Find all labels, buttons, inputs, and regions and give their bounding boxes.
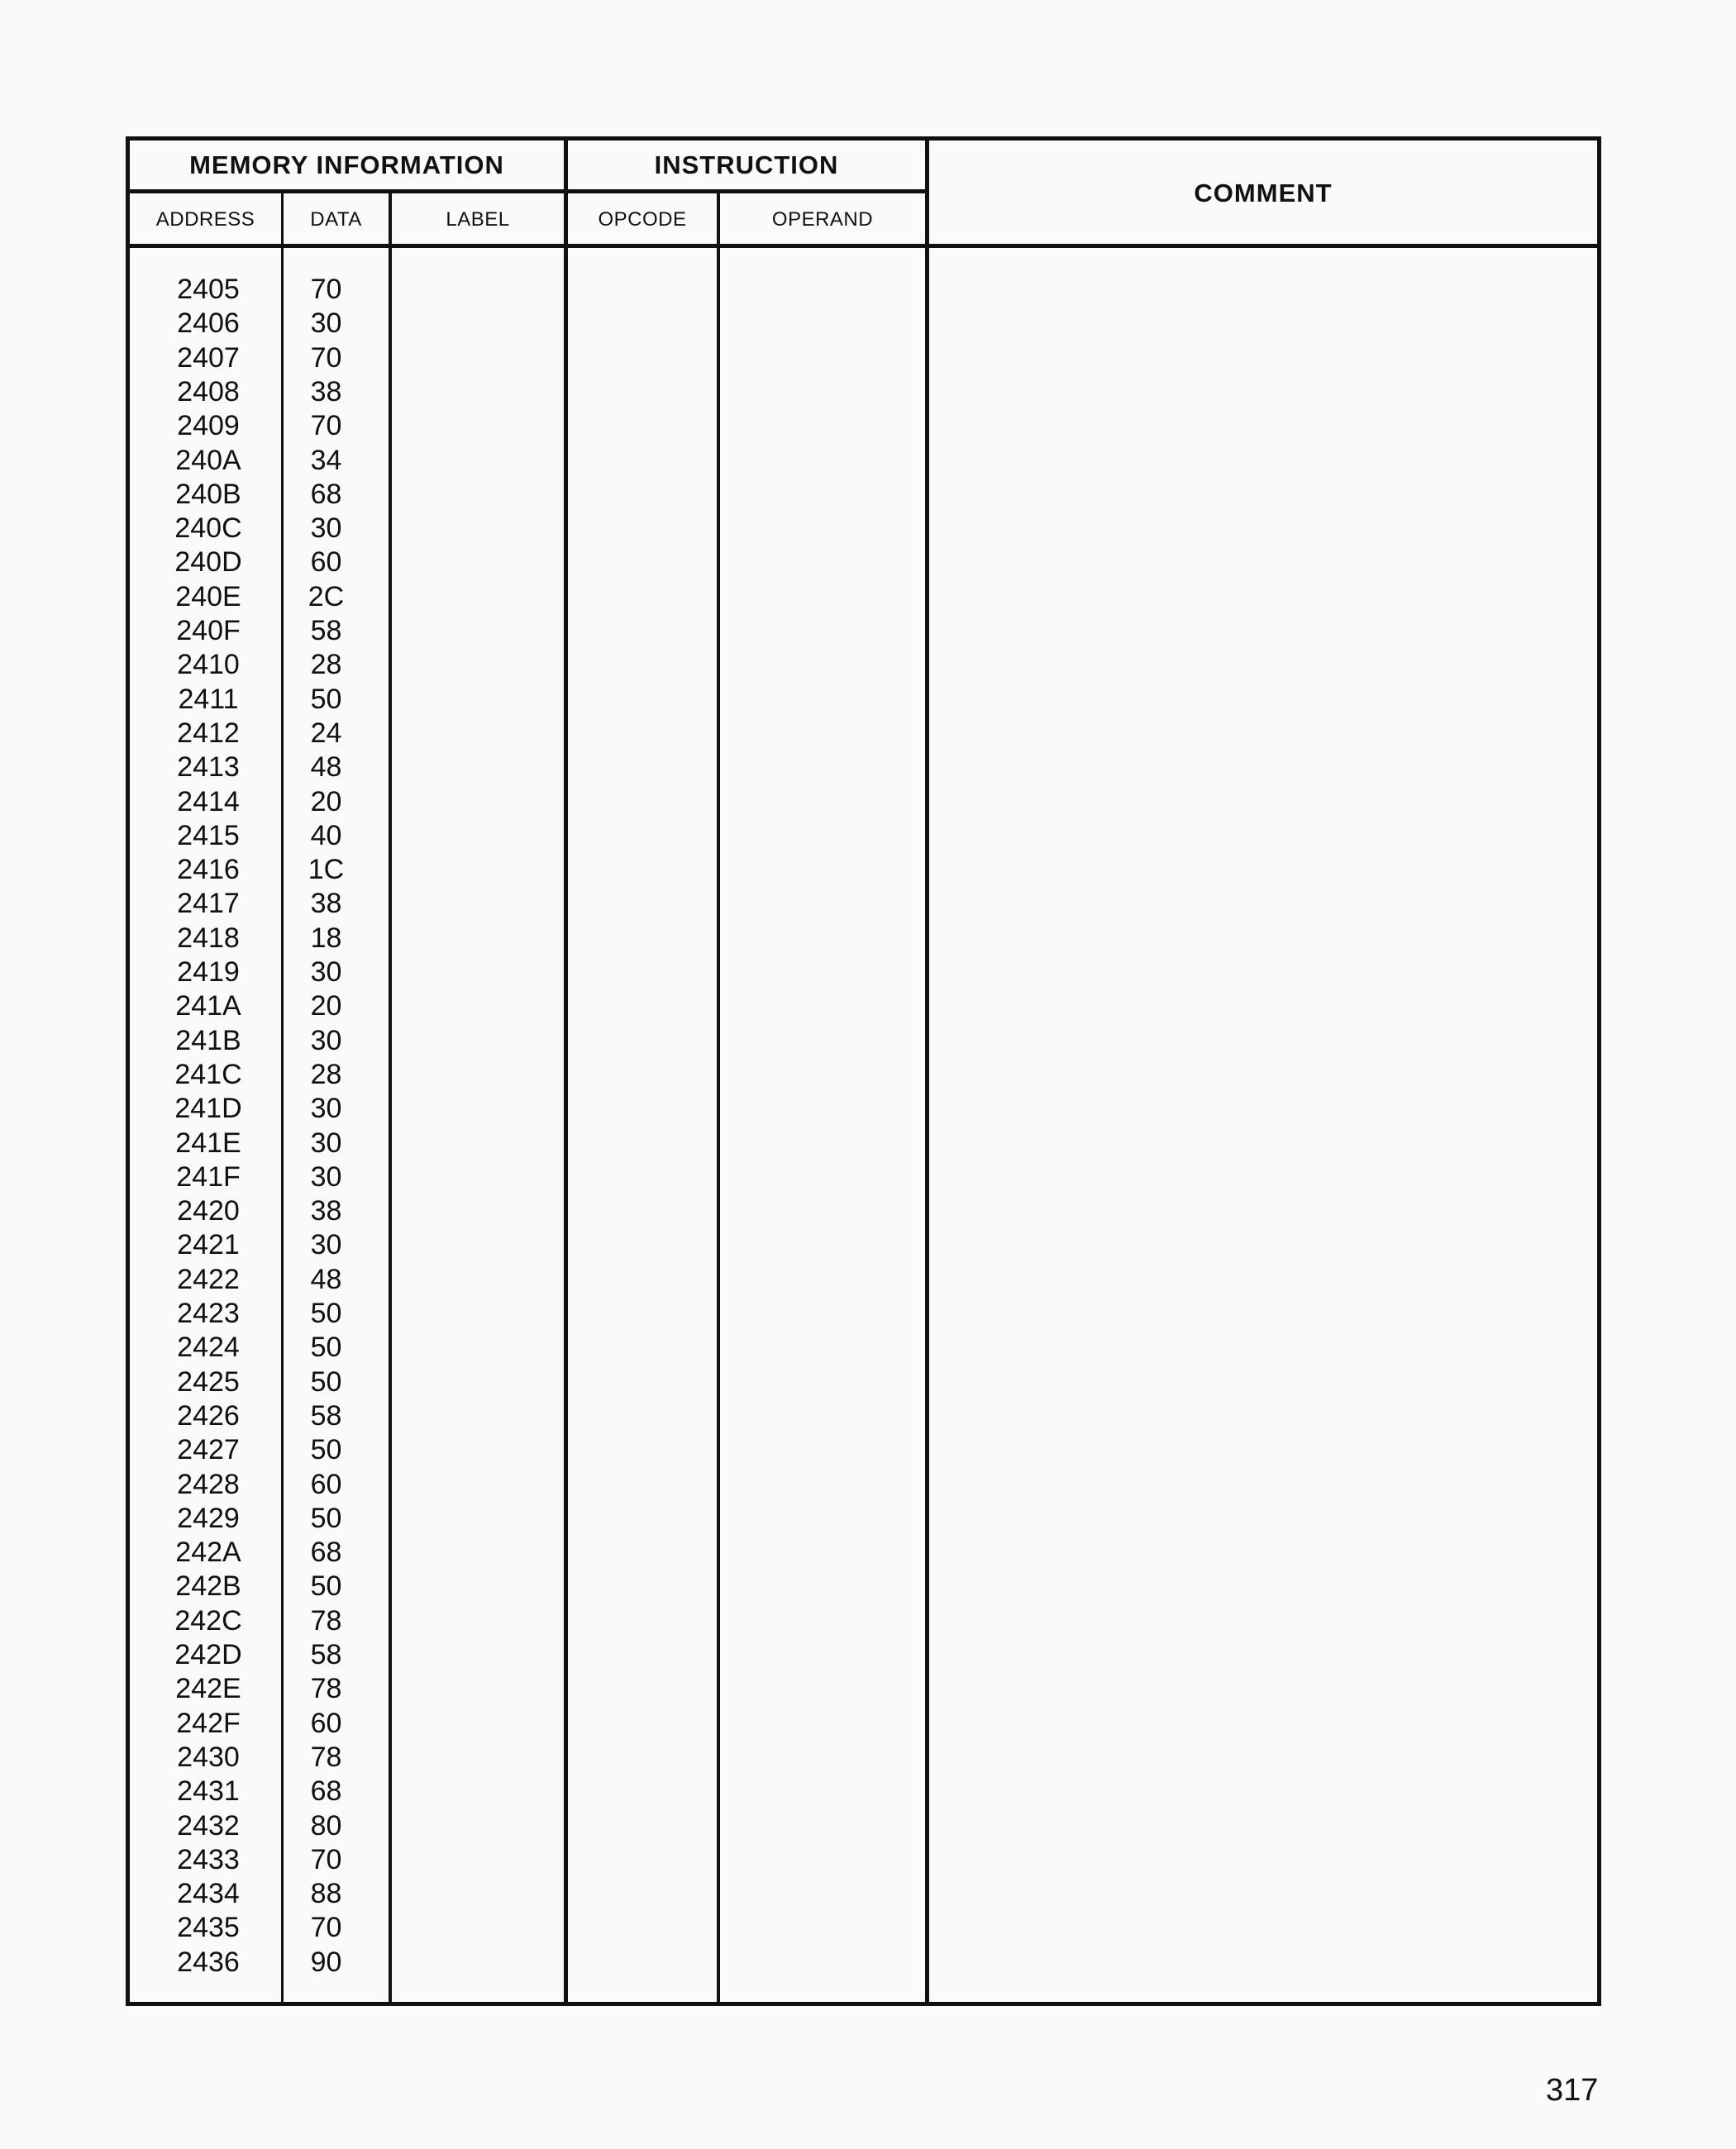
coding-sheet-table <box>126 136 1601 2006</box>
data-cell: 68 <box>310 1775 342 1808</box>
data-cell: 50 <box>310 1502 342 1534</box>
table-row <box>130 1707 411 1741</box>
address-cell: 2425 <box>177 1365 240 1398</box>
data-cell: 78 <box>310 1604 342 1637</box>
table-row <box>130 1024 411 1058</box>
address-cell: 2415 <box>177 819 240 851</box>
address-cell: 2411 <box>178 683 239 715</box>
table-row <box>130 750 411 784</box>
operand-column-header: OPERAND <box>771 208 874 231</box>
table-row <box>130 648 411 682</box>
address-cell: 242A <box>175 1537 241 1569</box>
address-cell: 2409 <box>177 410 240 442</box>
table-row <box>130 1331 411 1365</box>
table-row <box>130 1297 411 1331</box>
data-cell: 30 <box>310 1024 342 1056</box>
data-cell: 70 <box>310 1843 342 1875</box>
table-row <box>130 1468 411 1502</box>
table-row <box>130 580 411 614</box>
table-row <box>130 1536 411 1570</box>
table-row <box>130 1672 411 1706</box>
divider-group-header <box>130 189 925 193</box>
table-row <box>130 1775 411 1808</box>
data-cell: 60 <box>310 1468 342 1500</box>
address-cell: 2421 <box>177 1229 240 1261</box>
data-cell: 60 <box>310 546 342 579</box>
table-row <box>130 1058 411 1092</box>
table-row <box>130 1570 411 1603</box>
data-cell: 70 <box>310 341 342 374</box>
data-cell: 50 <box>310 1365 342 1398</box>
address-cell: 242D <box>174 1639 242 1670</box>
data-cell: 80 <box>310 1809 342 1842</box>
data-cell: 28 <box>310 649 342 681</box>
table-row <box>130 717 411 750</box>
data-cell: 50 <box>310 1298 342 1329</box>
table-row <box>130 1194 411 1228</box>
table-row <box>130 409 411 443</box>
table-row <box>130 307 411 341</box>
address-cell: 2423 <box>177 1298 240 1329</box>
table-row <box>130 1092 411 1126</box>
address-column-header: ADDRESS <box>155 208 255 231</box>
table-row <box>130 1365 411 1399</box>
address-cell: 2417 <box>177 888 240 920</box>
data-cell: 88 <box>310 1878 342 1910</box>
data-cell: 40 <box>310 819 342 851</box>
data-cell: 30 <box>310 307 342 340</box>
data-cell: 90 <box>310 1946 342 1978</box>
data-cell: 68 <box>310 1537 342 1569</box>
table-row <box>130 1502 411 1536</box>
data-cell: 60 <box>310 1707 342 1739</box>
page-number: 317 <box>1546 2073 1599 2108</box>
address-cell: 240A <box>175 444 241 476</box>
data-cell: 50 <box>310 1570 342 1603</box>
data-cell: 38 <box>310 1195 342 1227</box>
data-cell: 30 <box>310 1229 342 1261</box>
divider-opcode-operand <box>717 193 720 2006</box>
address-cell: 240B <box>175 478 241 510</box>
table-row <box>130 512 411 546</box>
table-row <box>130 1399 411 1433</box>
table-row <box>130 955 411 989</box>
table-row <box>130 1809 411 1843</box>
address-cell: 2407 <box>177 341 240 374</box>
address-cell: 2412 <box>177 717 240 749</box>
instruction-header: INSTRUCTION <box>654 150 839 179</box>
table-row <box>130 989 411 1023</box>
table-row <box>130 444 411 478</box>
address-cell: 2405 <box>177 274 240 305</box>
address-cell: 240F <box>176 615 241 646</box>
data-cell: 34 <box>310 444 342 476</box>
address-cell: 2433 <box>177 1843 240 1875</box>
table-row <box>130 478 411 512</box>
data-cell: 18 <box>310 922 342 954</box>
table-row <box>130 1263 411 1297</box>
data-cell: 28 <box>310 1058 342 1090</box>
address-cell: 241B <box>175 1024 241 1056</box>
table-row <box>130 1877 411 1911</box>
data-cell: 50 <box>310 1332 342 1364</box>
data-cell: 30 <box>310 512 342 545</box>
address-cell: 2427 <box>177 1434 240 1466</box>
table-row <box>130 785 411 819</box>
table-row <box>130 922 411 955</box>
table-row <box>130 1911 411 1945</box>
address-cell: 242C <box>174 1604 242 1637</box>
table-row <box>130 1228 411 1262</box>
address-cell: 2428 <box>177 1468 240 1500</box>
address-cell: 2414 <box>177 785 240 817</box>
address-cell: 2416 <box>177 854 240 886</box>
table-row <box>130 1127 411 1160</box>
data-column-header: DATA <box>310 208 362 231</box>
data-cell: 50 <box>310 683 342 715</box>
address-cell: 2430 <box>177 1741 240 1773</box>
data-cell: 70 <box>310 274 342 305</box>
data-cell: 58 <box>310 1399 342 1432</box>
comment-header: COMMENT <box>1194 179 1333 207</box>
data-cell: 78 <box>310 1673 342 1705</box>
address-cell: 2406 <box>177 307 240 340</box>
address-cell: 240D <box>174 546 242 579</box>
address-cell: 242E <box>175 1673 241 1705</box>
data-cell: 48 <box>310 751 342 784</box>
address-cell: 2432 <box>177 1809 240 1842</box>
data-cell: 30 <box>310 1160 342 1193</box>
address-cell: 2426 <box>177 1399 240 1432</box>
table-row <box>130 1604 411 1638</box>
address-cell: 242B <box>175 1570 241 1603</box>
data-cell: 70 <box>310 1912 342 1944</box>
opcode-column-header: OPCODE <box>598 208 687 231</box>
address-cell: 2434 <box>177 1878 240 1910</box>
address-cell: 2413 <box>177 751 240 784</box>
address-cell: 2422 <box>177 1263 240 1295</box>
table-row <box>130 1433 411 1467</box>
table-row <box>130 887 411 921</box>
memory-information-header: MEMORY INFORMATION <box>189 150 504 179</box>
table-row <box>130 375 411 409</box>
table-row <box>130 819 411 853</box>
label-column-header: LABEL <box>446 208 510 231</box>
address-cell: 2408 <box>177 375 240 407</box>
table-row <box>130 1638 411 1672</box>
table-row <box>130 341 411 375</box>
data-cell: 58 <box>310 615 342 646</box>
address-cell: 2431 <box>177 1775 240 1808</box>
address-cell: 241E <box>175 1127 241 1159</box>
table-row <box>130 546 411 579</box>
table-row <box>130 1946 411 1980</box>
data-cell: 30 <box>310 956 342 988</box>
divider-instruction-comment <box>925 141 929 2006</box>
table-row <box>130 614 411 648</box>
data-cell: 30 <box>310 1093 342 1125</box>
data-cell: 1C <box>308 854 345 886</box>
table-row <box>130 683 411 717</box>
table-row <box>130 1160 411 1194</box>
address-cell: 241F <box>176 1160 241 1193</box>
data-cell: 78 <box>310 1741 342 1773</box>
data-cell: 20 <box>310 785 342 817</box>
data-cell: 50 <box>310 1434 342 1466</box>
data-cell: 70 <box>310 410 342 442</box>
data-cell: 20 <box>310 990 342 1022</box>
address-cell: 2418 <box>177 922 240 954</box>
address-cell: 2435 <box>177 1912 240 1944</box>
data-cell: 30 <box>310 1127 342 1159</box>
data-cell: 38 <box>310 375 342 407</box>
table-row <box>130 1741 411 1775</box>
data-cell: 38 <box>310 888 342 920</box>
address-cell: 241C <box>174 1058 242 1090</box>
divider-column-header <box>130 244 1597 248</box>
data-cell: 58 <box>310 1639 342 1670</box>
address-cell: 242F <box>176 1707 241 1739</box>
address-cell: 2410 <box>177 649 240 681</box>
table-row <box>130 1843 411 1877</box>
table-row <box>130 273 411 307</box>
address-cell: 2424 <box>177 1332 240 1364</box>
address-cell: 2429 <box>177 1502 240 1534</box>
data-cell: 68 <box>310 478 342 510</box>
address-cell: 240C <box>174 512 242 545</box>
data-cell: 48 <box>310 1263 342 1295</box>
address-cell: 241A <box>175 990 241 1022</box>
data-cell: 2C <box>308 580 345 612</box>
address-cell: 2420 <box>177 1195 240 1227</box>
address-cell: 2436 <box>177 1946 240 1978</box>
address-cell: 2419 <box>177 956 240 988</box>
divider-memory-instruction <box>564 141 568 2006</box>
address-cell: 240E <box>175 580 241 612</box>
table-row <box>130 853 411 887</box>
address-cell: 241D <box>174 1093 242 1125</box>
data-cell: 24 <box>310 717 342 749</box>
